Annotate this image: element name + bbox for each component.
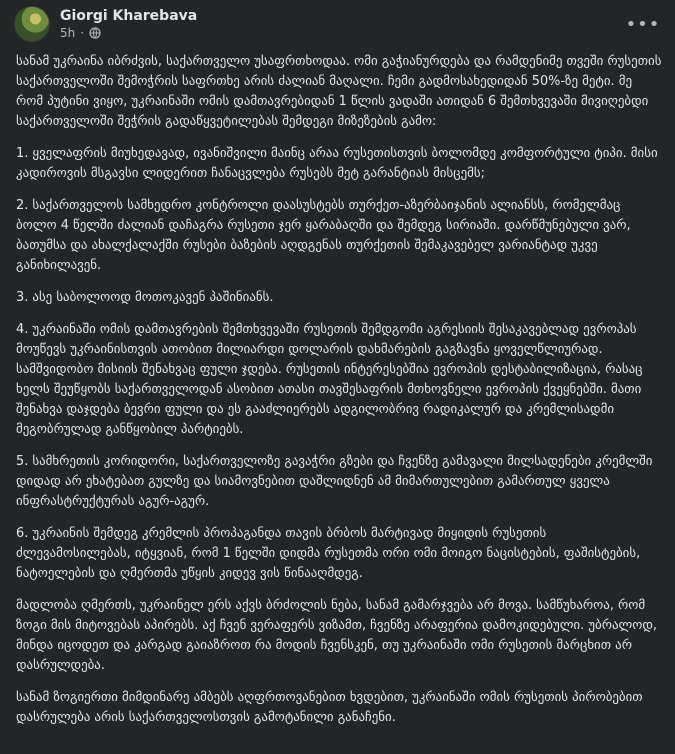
post-paragraph: მადლობა ღმერთს, უკრაინელ ერს აქვს ბრძოლის ნება, სანამ გამარჯვება არ მოვა. სამწუხაროა, რომ ზოგი მის მიტოვებას აპირებს. აქ ჩვენ ვერაფერს ვიზამთ, ჩვენზე არაფერია დამოკიდებული. უბრალოდ, მინდა იცოდეთ და კარგად გაიაზროთ რა მოდის ჩვენსკენ, თუ უკრაინაში ომი რუსეთის მარცხით არ დასრულდება. [16, 598, 658, 673]
avatar[interactable] [14, 6, 50, 42]
post-header [14, 6, 661, 44]
post-paragraph: სანამ ზოგიერთი მიმდინარე ამბებს აღფრთოვანებით ხვდებით, უკრაინაში ომის რუსეთის პირობებით დასრულება არის საქართველოსთვის გამოტანილი განაჩენი. [16, 690, 643, 725]
post-paragraph: 5. სამხრეთის კორიდორი, საქართველოზე გავაჭრი გზები და ჩვენზე გამავალი მილსადენები კრემლში დიდად არ ეხატებათ გულზე და სიამოვნებით დაშლიდნენ ამ მიმართულებით გამართულ ყველა ინფრასტრუქტურას აგურ-აგურ. [16, 454, 653, 509]
post-paragraph: 3. ასე საბოლოოდ მოთოკავენ პაშინიანს. [16, 290, 274, 305]
ellipsis-icon[interactable]: ••• [625, 13, 661, 35]
post-time[interactable]: 5h [60, 26, 76, 40]
post-body [16, 52, 663, 740]
post-meta: 5h · [60, 26, 101, 40]
post-paragraph: 4. უკრაინაში ომის დამთავრების შემთხვევაში რუსეთის შემდგომი აგრესიის შესაკავებლად ევროპას მოუწევს უკრაინისთვის ათობით მილიარდი დოლარის დახმარების გაგზავნა ყოველწლიურად. სამშვიდობო მისიის შენახვაც ფული ჯდება. რუსეთის ინტერესებშია ევროპის დესტაბილიზაცია, რასაც ხელს შეუწყობს საქართველოდან ასობით ათასი თავშესაფრის მთხოვნელი ევროპის ქვეყნებში. მათი შენახვა დაჯდება ბევრი ფული და ეს გააძლიერებს ადგილობრივ რადიკალურ და კრემლისადმი მეგობრულად განწყობილ პარტიებს. [16, 322, 643, 437]
post-paragraph: 2. საქართველოს სამხედრო კონტროლი დაასუსტებს თურქეთ-აზერბაიჯანის ალიანსს, რომელმაც ბოლო 4 წელში ძალიან დაჩაგრა რუსეთი ჯერ ყარაბაღში და შემდეგ სირიაში. დარწმუნებული ვარ, ბათუმსა და ახალქალაქში რუსები ბაზების აღდგენას თურქეთის შემაკავებელ ვარიანტად უკვე განიხილავენ. [16, 198, 631, 273]
post-paragraph: 6. უკრაინის შემდეგ კრემლის პროპაგანდა თავის ბრბოს მარტივად მიყიდის რუსეთის ძლევამოსილებას, იტყვიან, რომ 1 წელში დიდმა რუსეთმა ორი ომი მოიგო ნაცისტების, ფაშისტების, ნატოელების და ღმერთმა უწყის კიდევ ვის წინააღმდეგ. [16, 526, 641, 581]
post-paragraph: 1. ყველაფრის მიუხედავად, ივანიშვილი მაინც არაა რუსეთისთვის ბოლომდე კომფორტული ტიპი. მისი კადიროვის მსგავსი ლიდერით ჩანაცვლება რუსებს მეტ გარანტიას მისცემს; [16, 146, 658, 181]
globe-icon[interactable] [89, 27, 101, 39]
post-paragraph: სანამ უკრაინა იბრძვის, საქართველო უსაფრთხოდაა. ომი გაჭიანურდება და რამდენიმე თვეში რუსეთის საქართველოში შემოჭრის საფრთხე არის ძალიან მაღალი. ჩემი გადმოსახედიდან 50%-ზე მეტი. მე რომ პუტინი ვიყო, უკრაინაში ომის დამთავრებიდან 1 წლის ვადაში ათიდან 6 შემთხვევაში მივიღებდი საქართველოში შეჭრის გადაწყვეტილებას შემდეგი მიზეზების გამო: [16, 54, 662, 129]
author-name[interactable]: Giorgi Kharebava [60, 8, 198, 24]
